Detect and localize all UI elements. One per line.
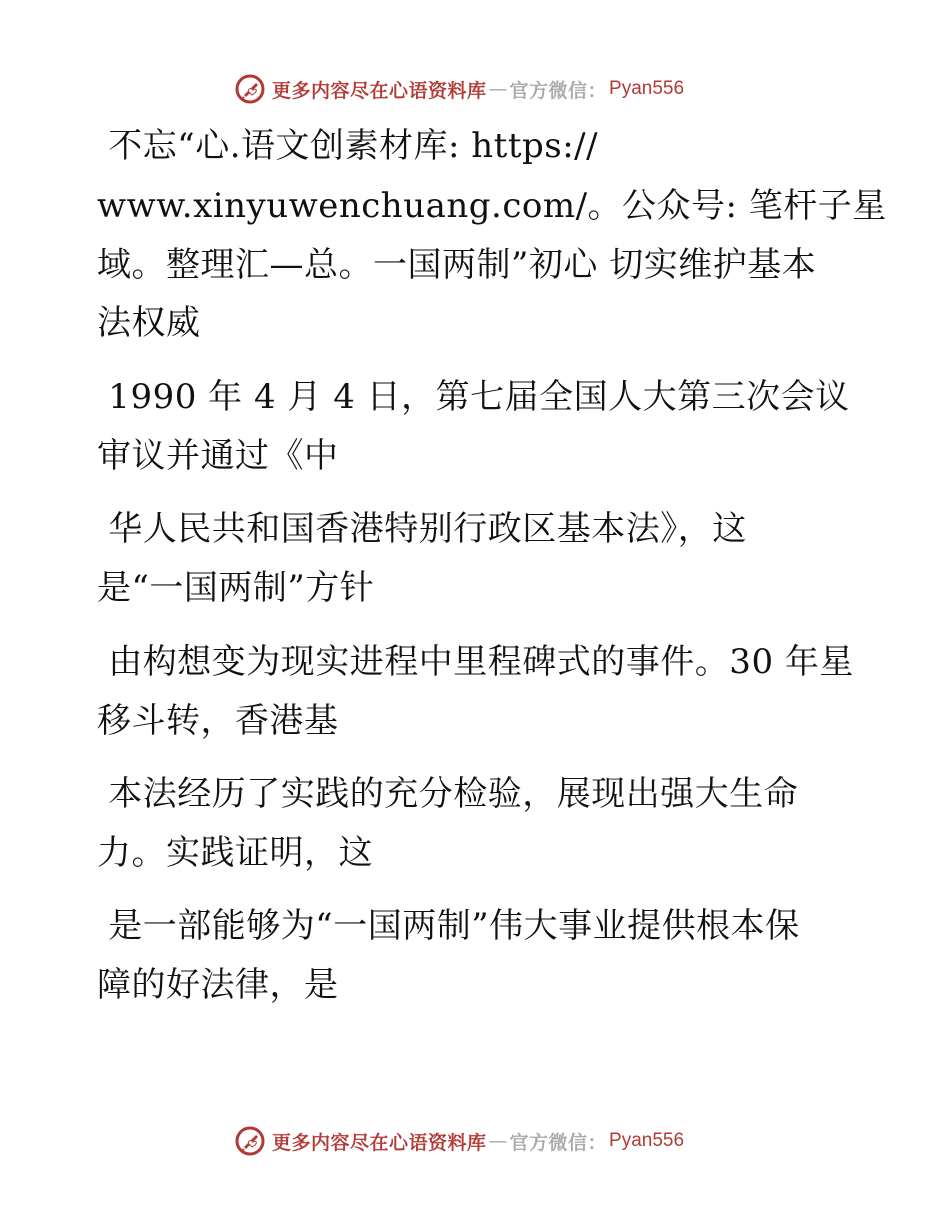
text-line: 移斗转，香港基: [97, 701, 339, 741]
text-line: 法权威: [97, 303, 201, 343]
text-line: 是“一国两制”方针: [97, 568, 375, 608]
header-banner-text: 更多内容尽在心语资料库: [272, 79, 487, 102]
footer-official-label: 官方微信：: [509, 1131, 608, 1154]
text-line: 1990 年 4 月 4 日，第七届全国人大第三次会议: [97, 377, 850, 417]
footer-banner-text: 更多内容尽在心语资料库: [272, 1131, 487, 1154]
footer-banner-dash: —: [488, 1130, 508, 1152]
text-line: 力。实践证明，这: [97, 833, 373, 873]
text-line: 障的好法律，是: [97, 965, 339, 1005]
text-line: 审议并通过《中: [97, 436, 339, 476]
pen-heart-logo-icon: [234, 73, 266, 105]
text-line: 由构想变为现实进程中里程碑式的事件。30 年星: [97, 642, 854, 682]
header-wechat-id: Pyan556: [609, 78, 685, 99]
text-line: 本法经历了实践的充分检验，展现出强大生命: [97, 774, 799, 814]
text-line: www.xinyuwenchuang.com/。公众号: 笔杆子星: [97, 186, 887, 226]
header-official-label: 官方微信：: [509, 79, 608, 102]
text-line: 是一部能够为“一国两制”伟大事业提供根本保: [97, 906, 800, 946]
footer-wechat-id: Pyan556: [609, 1130, 685, 1151]
text-line: 不忘“心.语文创素材库: https://: [97, 126, 599, 166]
header-banner: [234, 72, 684, 106]
text-line: 华人民共和国香港特别行政区基本法》，这: [97, 509, 747, 549]
header-banner-dash: —: [488, 78, 508, 100]
text-line: 域。整理汇—总。一国两制”初心 切实维护基本: [97, 245, 817, 285]
footer-banner: [234, 1124, 684, 1158]
pen-heart-logo-icon: [234, 1125, 266, 1157]
